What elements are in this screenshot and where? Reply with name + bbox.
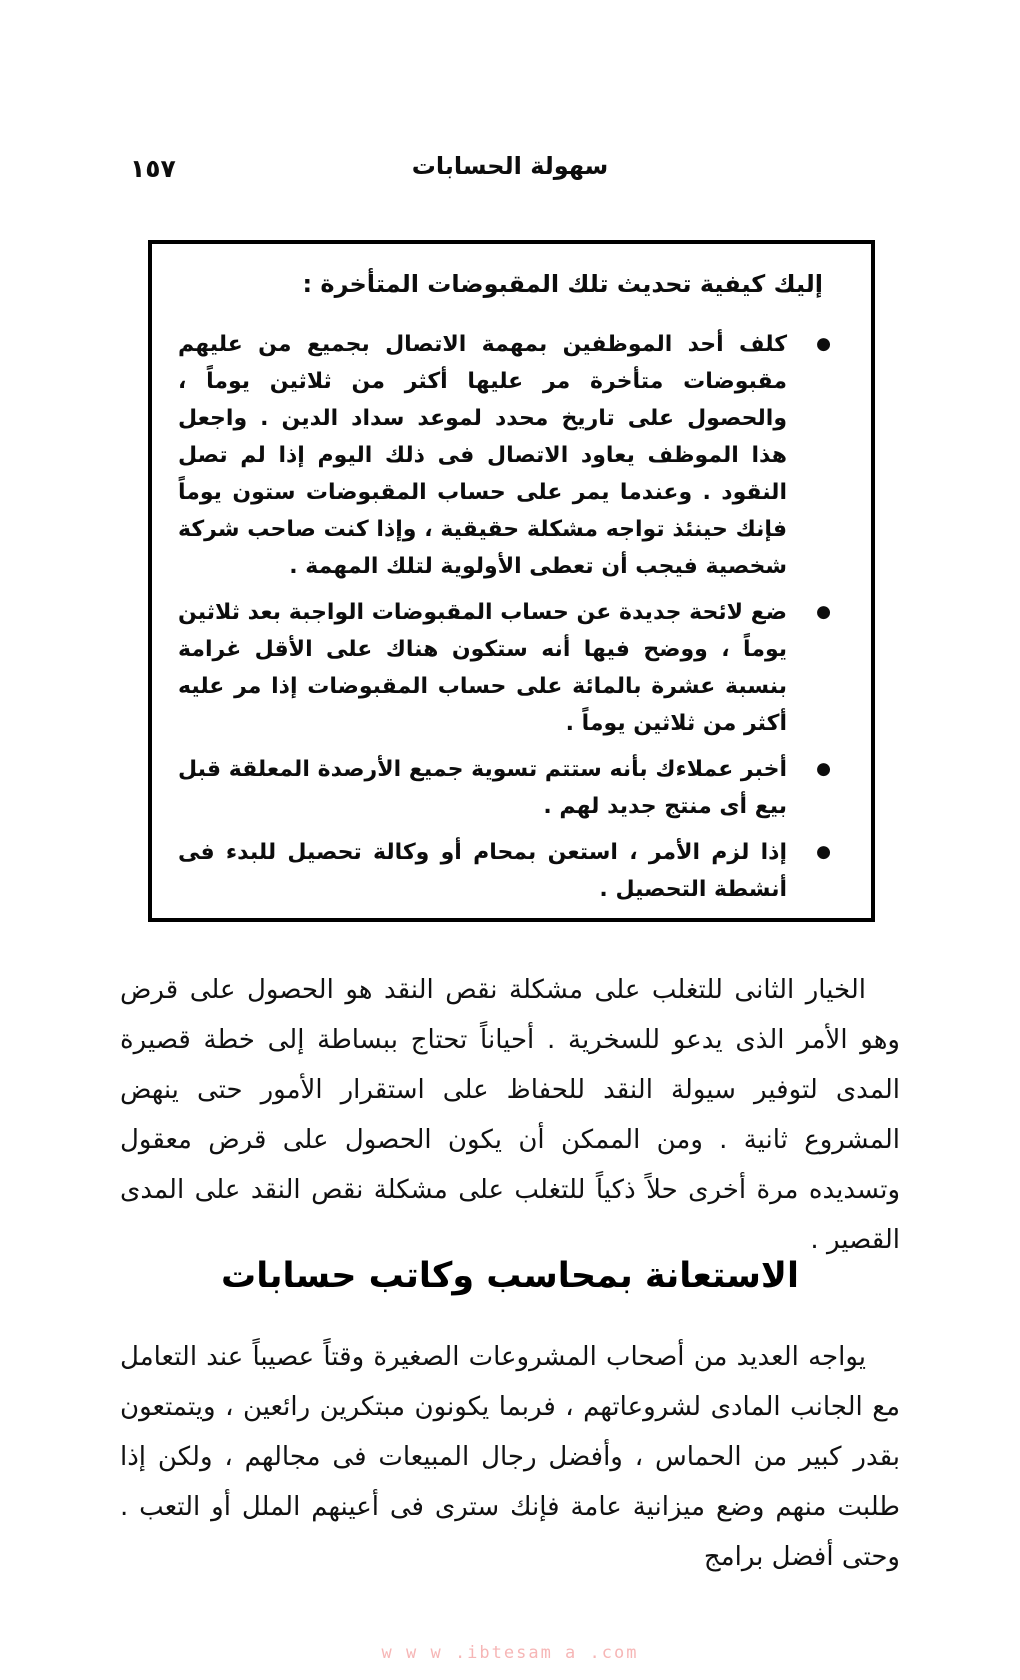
bullet-dot-icon — [816, 917, 831, 922]
bullet-text: ضع لائحة جديدة عن حساب المقبوضات الواجبة بعد ثلاثين يوماً ، ووضح فيها أنه ستكون هناك على الأقل غرامة بنسبة عشرة بالمائة على حساب المقبوضات إذا مر عليه أكثر من ثلاثين يوماً . — [178, 600, 787, 736]
bullet-text: إذا لزم الأمر ، استعن بمحام أو وكالة تحصيل للبدء فى أنشطة التحصيل . — [178, 840, 787, 902]
paragraph-loan-option: الخيار الثانى للتغلب على مشكلة نقص النقد هو الحصول على قرض وهو الأمر الذى يدعو للسخرية . أحياناً تحتاج ببساطة إلى خطة قصيرة المدى لتوفير سيولة النقد للحفاظ على استقرار الأمور حتى ينهض المشروع ثانية . ومن الممكن أن يكون الحصول على قرض معقول وتسديده مرة أخرى حلاً ذكياً للتغلب على مشكلة نقص النقد على المدى القصير . — [120, 975, 900, 1255]
section-heading-accountant: الاستعانة بمحاسب وكاتب حسابات — [221, 1256, 799, 1296]
bullet-item-assign-employee — [178, 326, 837, 585]
box-intro-line: إليك كيفية تحديث تلك المقبوضات المتأخرة : — [302, 270, 823, 298]
bullet-dot-icon: ● — [816, 759, 831, 779]
bullet-text: كلف أحد الموظفين بمهمة الاتصال بجميع من عليهم مقبوضات متأخرة مر عليها أكثر من ثلاثين يوماً ، والحصول على تاريخ محدد لموعد سداد الدين . واجعل هذا الموظف يعاود الاتصال فى ذلك اليوم إذا لم تصل النقود . وعندما يمر على حساب المقبوضات ستون يوماً فإنك حينئذ تواجه مشكلة حقيقية ، وإذا كنت صاحب شركة شخصية فيجب أن تعطى الأولوية لتلك المهمة . — [178, 332, 787, 579]
tips-bullet-list — [178, 326, 837, 922]
paragraph-small-business-owners: يواجه العديد من أصحاب المشروعات الصغيرة وقتاً عصيباً عند التعامل مع الجانب المادى لشروعاتهم ، فربما يكونون مبتكرين رائعين ، ويتمتعون بقدر كبير من الحماس ، وأفضل رجال المبيعات فى مجالهم ، ولكن إذا طلبت منهم وضع ميزانية عامة فإنك سترى فى أعينهم الملل أو التعب . وحتى أفضل برامج — [120, 1342, 900, 1572]
page-number: ١٥٧ — [130, 154, 176, 183]
bullet-item-notify-clients — [178, 751, 837, 825]
bullet-text: أخبر عملاءك بأنه ستتم تسوية جميع الأرصدة المعلقة قبل بيع أى منتج جديد لهم . — [178, 757, 787, 819]
bullet-dot-icon: ● — [816, 842, 831, 862]
bullet-item-hire-lawyer — [178, 834, 837, 908]
bullet-item-sell-debt — [178, 917, 837, 922]
bullet-item-new-policy — [178, 594, 837, 742]
page-header — [0, 152, 1020, 192]
bullet-dot-icon: ● — [816, 334, 831, 354]
bullet-dot-icon: ● — [816, 602, 831, 622]
tips-callout-box — [148, 240, 875, 922]
running-head-title: سهولة الحسابات — [411, 152, 609, 180]
watermark-text: w w w .ibtesam a .com — [381, 1643, 639, 1663]
